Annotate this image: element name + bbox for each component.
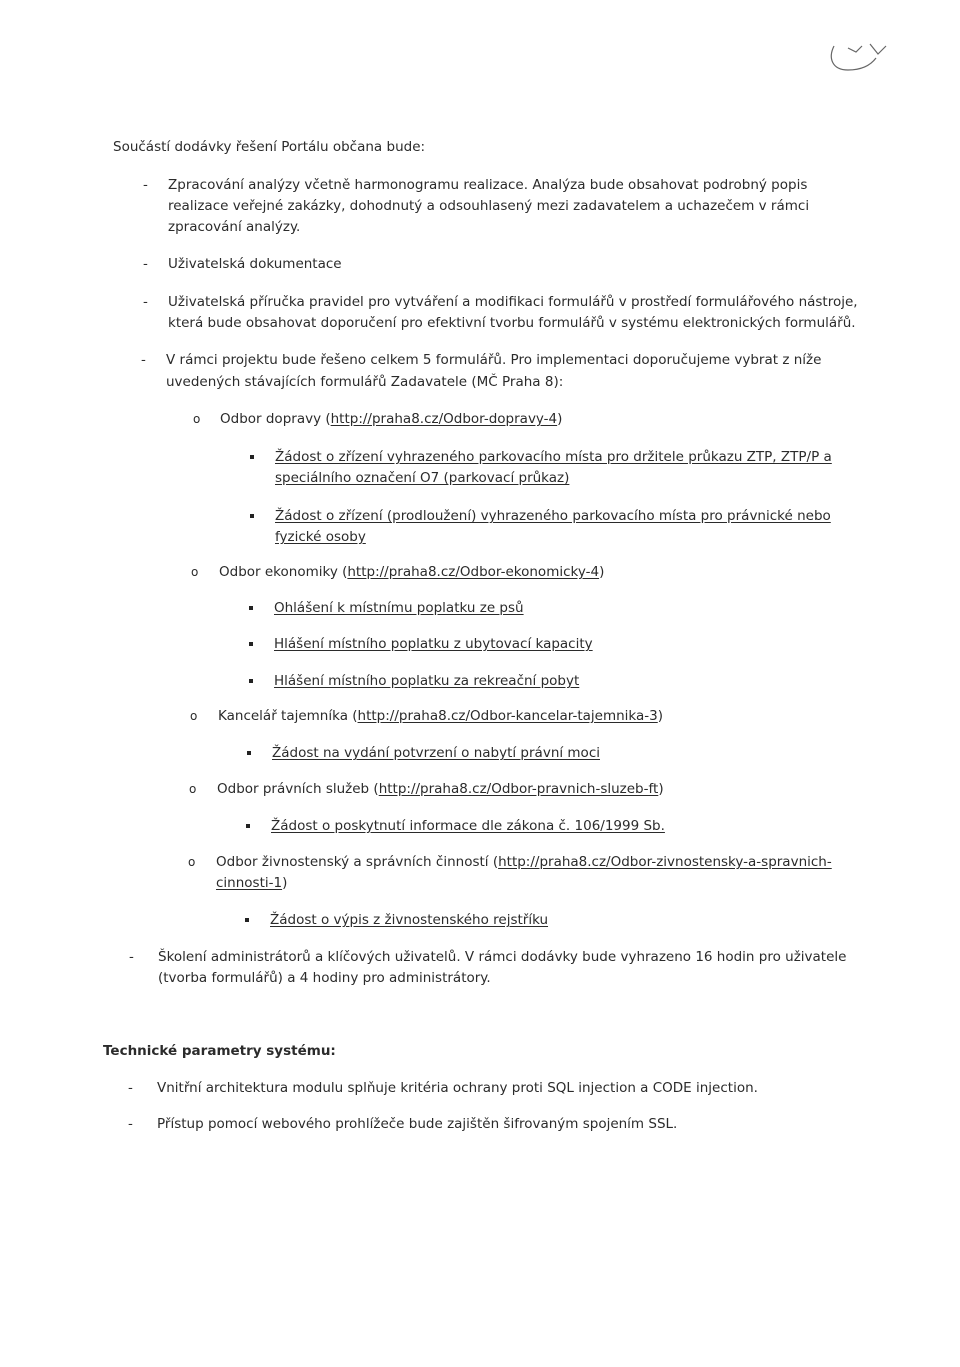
tech-item-2: Přístup pomocí webového prohlížeče bude zajištěn šifrovaným spojením SSL.: [157, 1116, 678, 1132]
paren-close: ): [282, 875, 288, 891]
form-link[interactable]: Žádost o poskytnutí informace dle zákona č. 106/1999 Sb.: [271, 818, 665, 834]
paren-close: ): [557, 411, 563, 427]
square-bullet: [245, 918, 249, 922]
square-bullet: [249, 606, 253, 610]
form-link[interactable]: Hlášení místního poplatku z ubytovací kapacity: [274, 636, 593, 652]
dash-bullet: -: [143, 256, 148, 272]
paren-close: ): [599, 564, 605, 580]
department-link[interactable]: http://praha8.cz/Odbor-kancelar-tajemnika-3: [357, 708, 658, 724]
dash-bullet: -: [128, 1116, 133, 1132]
form-link[interactable]: Ohlášení k místnímu poplatku ze psů: [274, 600, 524, 616]
square-bullet: [250, 455, 254, 459]
form-link[interactable]: Žádost o výpis z živnostenského rejstříku: [270, 912, 549, 928]
square-bullet: [250, 514, 254, 518]
department-trade: [216, 852, 832, 872]
analysis-text-3: zpracování analýzy.: [168, 219, 301, 235]
intro-text: Součástí dodávky řešení Portálu občana bude:: [113, 139, 426, 155]
department-name: Odbor dopravy (: [220, 411, 331, 427]
square-bullet: [249, 642, 253, 646]
department-legal: [217, 779, 664, 799]
circle-bullet: o: [188, 855, 196, 869]
analysis-text-1: Zpracování analýzy včetně harmonogramu realizace. Analýza bude obsahovat podrobný popis: [168, 177, 808, 193]
circle-bullet: o: [193, 412, 201, 426]
circle-bullet: o: [190, 709, 198, 723]
department-link[interactable]: cinnosti-1: [216, 875, 283, 891]
paren-close: ): [657, 708, 664, 724]
department-link[interactable]: http://praha8.cz/Odbor-dopravy-4: [330, 411, 558, 427]
project-text-1: V rámci projektu bude řešeno celkem 5 formulářů. Pro implementaci doporučujeme vybrat z níže: [166, 352, 822, 368]
department-economics: [219, 562, 604, 582]
department-name: Odbor živnostenský a správních činností (: [216, 854, 499, 870]
dash-bullet: -: [128, 1080, 133, 1096]
dash-bullet: -: [141, 352, 146, 368]
square-bullet: [249, 679, 253, 683]
department-link[interactable]: http://praha8.cz/Odbor-ekonomicky-4: [347, 564, 600, 580]
department-name: Odbor ekonomiky (: [219, 564, 348, 580]
form-link[interactable]: speciálního označení O7 (parkovací průkaz): [275, 470, 570, 486]
dash-bullet: -: [143, 294, 148, 310]
form-link[interactable]: Žádost na vydání potvrzení o nabytí právní moci: [272, 745, 600, 761]
form-link[interactable]: Žádost o zřízení (prodloužení) vyhrazeného parkovacího místa pro právnické nebo: [275, 508, 831, 524]
form-link[interactable]: Žádost o zřízení vyhrazeného parkovacího místa pro držitele průkazu ZTP, ZTP/P a: [275, 449, 832, 465]
square-bullet: [246, 824, 250, 828]
department-name: Odbor právních služeb (: [217, 781, 379, 797]
handwritten-signature-mark: [826, 40, 892, 80]
dash-bullet: -: [129, 949, 134, 965]
form-link[interactable]: fyzické osoby: [275, 529, 366, 545]
department-link[interactable]: http://praha8.cz/Odbor-zivnostensky-a-spravnich-: [498, 854, 832, 870]
circle-bullet: o: [189, 782, 197, 796]
training-text-2: (tvorba formulářů) a 4 hodiny pro administrátory.: [158, 970, 491, 986]
tech-heading: Technické parametry systému:: [103, 1043, 336, 1059]
user-documentation: Uživatelská dokumentace: [168, 256, 342, 272]
paren-close: ): [658, 781, 664, 797]
project-text-2: uvedených stávajících formulářů Zadavatele (MČ Praha 8):: [166, 374, 564, 390]
tech-item-1: Vnitřní architektura modulu splňuje kritéria ochrany proti SQL injection a CODE injection.: [157, 1080, 758, 1096]
dash-bullet: -: [143, 177, 148, 193]
circle-bullet: o: [191, 565, 199, 579]
department-transport: [220, 409, 562, 429]
department-secretary: [218, 706, 663, 726]
manual-text-2: která bude obsahovat doporučení pro efektivní tvorbu formulářů v systému elektronických formulářů.: [168, 315, 856, 331]
department-trade-cont: [216, 873, 287, 893]
department-link[interactable]: http://praha8.cz/Odbor-pravnich-sluzeb-ft: [378, 781, 659, 797]
training-text-1: Školení administrátorů a klíčových uživatelů. V rámci dodávky bude vyhrazeno 16 hodin pro uživatele: [158, 949, 847, 965]
analysis-text-2: realizace veřejné zakázky, dohodnutý a odsouhlasený mezi zadavatelem a uchazečem v rámci: [168, 198, 810, 214]
manual-text-1: Uživatelská příručka pravidel pro vytváření a modifikaci formulářů v prostředí formulářového nástroje,: [168, 294, 858, 310]
department-name: Kancelář tajemníka (: [218, 708, 358, 724]
form-link[interactable]: Hlášení místního poplatku za rekreační pobyt: [274, 673, 580, 689]
square-bullet: [247, 751, 251, 755]
